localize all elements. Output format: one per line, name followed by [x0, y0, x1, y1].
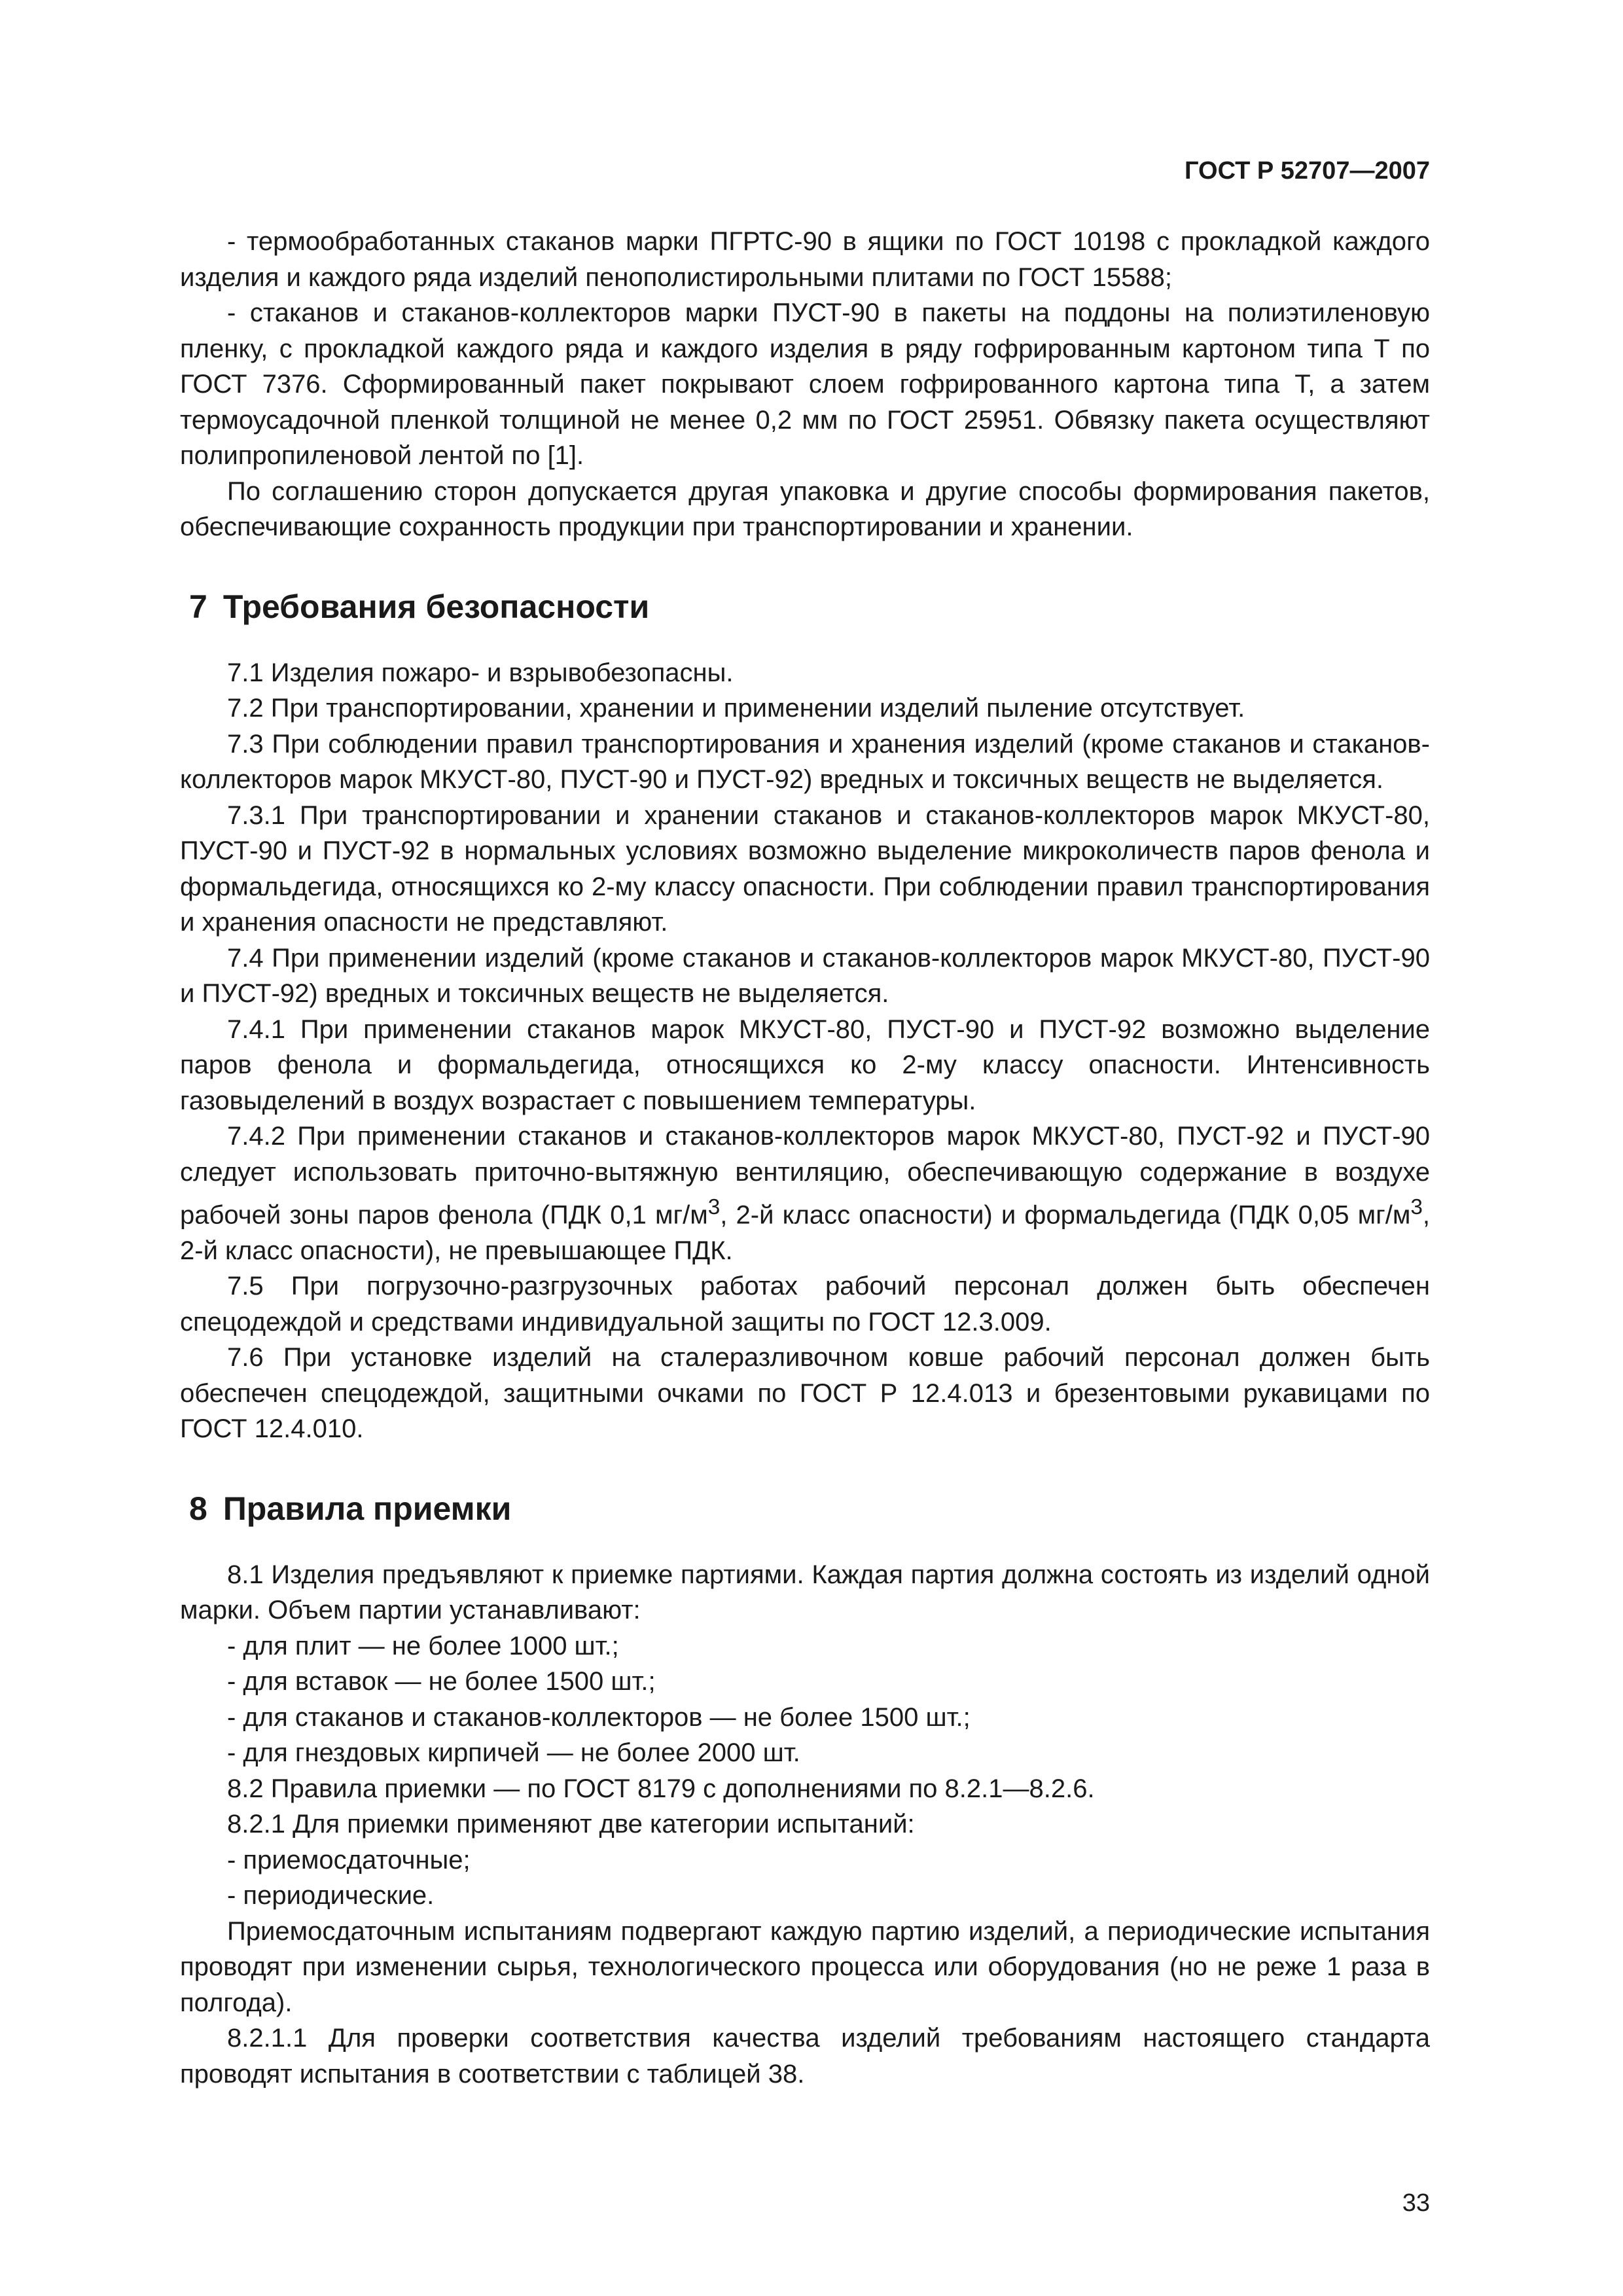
section-title: Требования безопасности [223, 588, 650, 625]
paragraph-8-2-1-1: 8.2.1.1 Для проверки соответствия качества изделий требованиям настоящего стандарта проводят испытания в соответствии с таблицей 38. [180, 2024, 1430, 2089]
list-item: - периодические. [227, 1881, 435, 1910]
paragraph-7-2: 7.2 При транспортировании, хранении и применении изделий пыление отсутствует. [227, 694, 1245, 723]
paragraph-7-3: 7.3 При соблюдении правил транспортирования и хранения изделий (кроме стаканов и стаканов-коллекторов марок МКУСТ-80, ПУСТ-90 и ПУСТ-92) вредных и токсичных веществ не выделяется. [180, 729, 1430, 794]
section-number: 8 [189, 1490, 207, 1527]
paragraph-7-4: 7.4 При применении изделий (кроме стаканов и стаканов-коллекторов марок МКУСТ-80, ПУСТ-90 и ПУСТ-92) вредных и токсичных веществ не выделяется. [180, 943, 1430, 1008]
document-id: ГОСТ Р 52707—2007 [1185, 157, 1430, 185]
section-number: 7 [189, 588, 207, 625]
superscript: 3 [1410, 1195, 1423, 1219]
paragraph-7-4-1: 7.4.1 При применении стаканов марок МКУСТ-80, ПУСТ-90 и ПУСТ-92 возможно выделение паров фенола и формальдегида, относящихся ко 2-му классу опасности. Интенсивность газовыделений в воздух возрастает с повышением температуры. [180, 1014, 1430, 1115]
list-item: - для вставок — не более 1500 шт.; [227, 1667, 656, 1696]
paragraph-7-3-1: 7.3.1 При транспортировании и хранении стаканов и стаканов-коллекторов марок МКУСТ-80, ПУСТ-90 и ПУСТ-92 в нормальных условиях возможно выделение микроколичеств паров фенола и формальдегида, относящихся ко 2-му классу опасности. При соблюдении правил транспортирования и хранения опасности не представляют. [180, 800, 1430, 937]
paragraph: - стаканов и стаканов-коллекторов марки ПУСТ-90 в пакеты на поддоны на полиэтиленовую пленку, с прокладкой каждого ряда и каждого изделия в ряду гофрированным картоном типа Т по ГОСТ 7376. Сформированный пакет покрывают слоем гофрированного картона типа Т, а затем термоусадочной пленкой толщиной не менее 0,2 мм по ГОСТ 25951. Обвязку пакета осуществляют полипропиленовой лентой по [1]. [180, 298, 1430, 470]
paragraph-8-1: 8.1 Изделия предъявляют к приемке партиями. Каждая партия должна состоять из изделий одной марки. Объем партии устанавливают: [180, 1560, 1430, 1625]
list-item: - для стаканов и стаканов-коллекторов — не более 1500 шт.; [227, 1702, 971, 1732]
page-content [180, 224, 1430, 2092]
paragraph-7-5: 7.5 При погрузочно-разгрузочных работах рабочий персонал должен быть обеспечен спецодеждой и средствами индивидуальной защиты по ГОСТ 12.3.009. [180, 1272, 1430, 1336]
paragraph: По соглашению сторон допускается другая упаковка и другие способы формирования пакетов, обеспечивающие сохранность продукции при транспортировании и хранении. [180, 476, 1430, 541]
paragraph-7-4-2: 7.4.2 При применении стаканов и стаканов-коллекторов марок МКУСТ-80, ПУСТ-92 и ПУСТ-90 следует использовать приточно-вытяжную вентиляцию, обеспечивающую содержание в воздухе рабочей зоны паров фенола (ПДК 0,1 $мг/м^3$, 2-й класс опасности) и формальдегида (ПДК 0,05 $мг/м^3$, 2-й класс опасности), не превышающее ПДК. [180, 1122, 1430, 1265]
section-8-heading [180, 1489, 1430, 1528]
paragraph: - термообработанных стаканов марки ПГРТС-90 в ящики по ГОСТ 10198 с прокладкой каждого изделия и каждого ряда изделий пенополистирольными плитами по ГОСТ 15588; [180, 227, 1430, 292]
paragraph-8-2: 8.2 Правила приемки — по ГОСТ 8179 с дополнениями по 8.2.1—8.2.6. [227, 1774, 1095, 1803]
list-item: - для плит — не более 1000 шт.; [227, 1631, 619, 1660]
page-number: 33 [1402, 2189, 1430, 2217]
section-title: Правила приемки [223, 1490, 512, 1527]
list-item: - для гнездовых кирпичей — не более 2000 шт. [227, 1738, 800, 1768]
paragraph-7-6: 7.6 При установке изделий на сталеразливочном ковше рабочий персонал должен быть обеспечен спецодеждой, защитными очками по ГОСТ Р 12.4.013 и брезентовыми рукавицами по ГОСТ 12.4.010. [180, 1343, 1430, 1444]
section-7-heading [180, 587, 1430, 626]
paragraph-8-2-1: 8.2.1 Для приемки применяют две категории испытаний: [227, 1810, 915, 1839]
superscript: 3 [707, 1195, 721, 1219]
list-item: - приемосдаточные; [227, 1845, 471, 1874]
paragraph: Приемосдаточным испытаниям подвергают каждую партию изделий, а периодические испытания проводят при изменении сырья, технологического процесса или оборудования (но не реже 1 раза в полгода). [180, 1916, 1430, 2017]
paragraph-7-1: 7.1 Изделия пожаро- и взрывобезопасны. [227, 658, 734, 687]
